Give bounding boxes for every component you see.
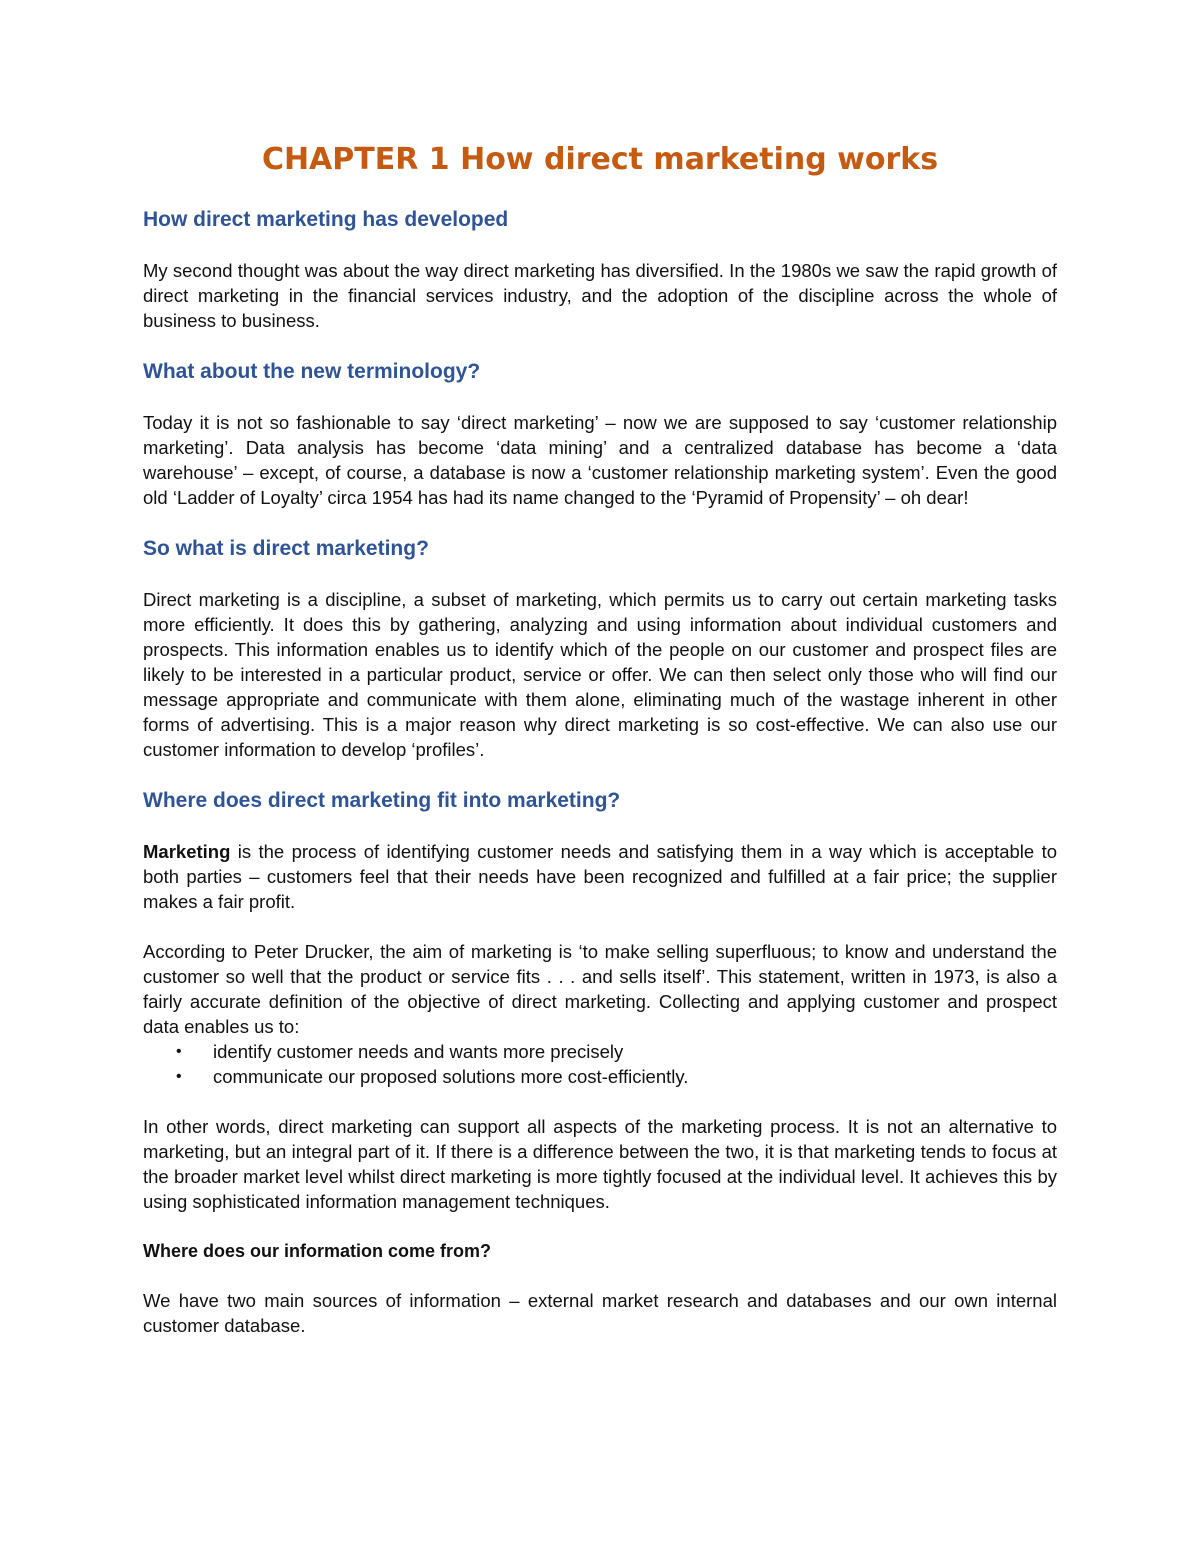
marketing-definition-paragraph [143, 839, 1057, 914]
body-paragraph: Today it is not so fashionable to say ‘direct marketing’ – now we are supposed to say ‘customer relationship marketing’. Data analysis has become ‘data mining’ and a centralized database has become a ‘data warehouse’ – except, of course, a database is now a ‘customer relationship marketing system’. Even the good old ‘Ladder of Loyalty’ circa 1954 has had its name changed to the ‘Pyramid of Propensity’ – oh dear! [143, 412, 1057, 508]
list-item-text: identify customer needs and wants more precisely [213, 1041, 624, 1062]
body-paragraph: My second thought was about the way direct marketing has diversified. In the 1980s we saw the rapid growth of direct marketing in the financial services industry, and the adoption of the discipline across the whole of business to business. [143, 260, 1057, 331]
section-fit [143, 787, 1057, 1214]
drucker-paragraph: According to Peter Drucker, the aim of marketing is ‘to make selling superfluous; to know and understand the customer so well that the product or service fits . . . and sells itself’. This statement, written in 1973, is also a fairly accurate definition of the objective of direct marketing. Collecting and applying customer and prospect data enables us to: [143, 941, 1057, 1037]
section-heading: Where does direct marketing fit into marketing? [143, 789, 621, 812]
section-information-sources [143, 1239, 1057, 1338]
bullet-icon: • [176, 1068, 182, 1085]
section-heading: How direct marketing has developed [143, 208, 509, 231]
marketing-definition: is the process of identifying customer needs and satisfying them in a way which is acceptable to both parties – customers feel that their needs have been recognized and fulfilled at a fair price; the supplier makes a fair profit. [143, 841, 1057, 912]
section-heading: What about the new terminology? [143, 360, 481, 383]
bullet-icon: • [176, 1043, 182, 1060]
section-heading: Where does our information come from? [143, 1241, 492, 1261]
list-item-text: communicate our proposed solutions more cost-efficiently. [213, 1066, 689, 1087]
section-terminology [143, 358, 1057, 510]
list-item [176, 1064, 1057, 1089]
body-paragraph: We have two main sources of information – external market research and databases and our own internal customer database. [143, 1290, 1057, 1336]
chapter-title: CHAPTER 1 How direct marketing works [261, 142, 939, 177]
section-definition [143, 535, 1057, 762]
section-development [143, 206, 1057, 333]
marketing-term: Marketing [143, 841, 231, 862]
body-paragraph: Direct marketing is a discipline, a subset of marketing, which permits us to carry out certain marketing tasks more efficiently. It does this by gathering, analyzing and using information about individual customers and prospects. This information enables us to identify which of the people on our customer and prospect files are likely to be interested in a particular product, service or offer. We can then select only those who will find our message appropriate and communicate with them alone, eliminating much of the wastage inherent in other forms of advertising. This is a major reason why direct marketing is so cost-effective. We can also use our customer information to develop ‘profiles’. [143, 589, 1057, 760]
bullet-list [143, 1039, 1057, 1089]
list-item [176, 1039, 1057, 1064]
body-paragraph: In other words, direct marketing can support all aspects of the marketing process. It is not an alternative to marketing, but an integral part of it. If there is a difference between the two, it is that marketing tends to focus at the broader market level whilst direct marketing is more tightly focused at the individual level. It achieves this by using sophisticated information management techniques. [143, 1116, 1057, 1212]
section-heading: So what is direct marketing? [143, 537, 429, 560]
